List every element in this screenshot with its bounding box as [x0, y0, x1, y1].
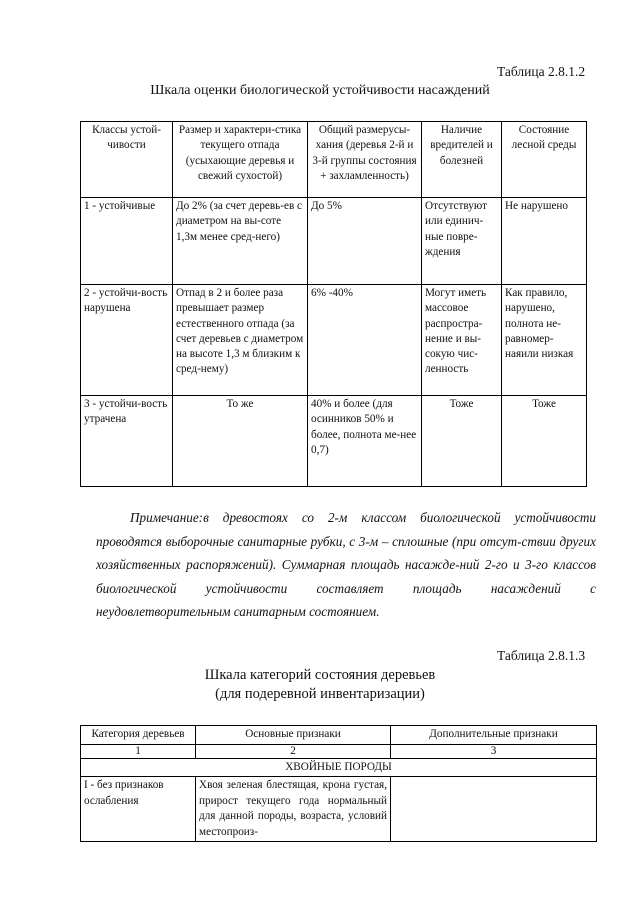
table-cell: I - без признаков ослабления: [81, 777, 196, 842]
table-cell: 40% и более (для осинников 50% и более, полнота ме-нее 0,7): [308, 396, 422, 487]
table-header-row: [81, 726, 597, 745]
table-row: [81, 285, 587, 396]
header-cell: Общий размерусы-хания (деревья 2-й и 3-й группы состояния + захламленность): [308, 122, 422, 198]
table2-title: Шкала категорий состояния деревьев: [204, 667, 436, 683]
table-cell: До 2% (за счет деревь-ев с диаметром на вы-соте 1,3м менее сред-него): [173, 198, 308, 285]
header-cell: Основные признаки: [196, 726, 391, 745]
column-number: 2: [196, 744, 391, 758]
table-cell: Тоже: [422, 396, 502, 487]
table2-subtitle: (для подеревной инвентаризации): [215, 686, 425, 702]
table-header-row: [81, 122, 587, 198]
tree-condition-table: [80, 725, 597, 842]
section-row: [81, 758, 597, 777]
table-cell: Отпад в 2 и более раза превышает размер естественного отпада (за счет деревьев с диаметром на высоте 1,3 м близким к сред-нему): [173, 285, 308, 396]
table-cell: Как правило, нарушено, полнота не-равномер-наяили низкая: [502, 285, 587, 396]
column-number: 3: [391, 744, 597, 758]
table-cell: Могут иметь массовое распростра-нение и вы-сокую чис-ленность: [422, 285, 502, 396]
table-row: [81, 777, 597, 842]
table-cell: 1 - устойчивые: [81, 198, 173, 285]
table-cell: Отсутствуют или единич-ные повре-ждения: [422, 198, 502, 285]
table1-title: Шкала оценки биологической устойчивости насаждений: [150, 83, 490, 98]
header-cell: Дополнительные признаки: [391, 726, 597, 745]
header-cell: Классы устой-чивости: [81, 122, 173, 198]
table-cell: Хвоя зеленая блестящая, крона густая, прирост текущего года нормальный для данной породы, возраста, условий местопроиз-: [196, 777, 391, 842]
table-cell: 6% -40%: [308, 285, 422, 396]
column-number-row: [81, 744, 597, 758]
table-row: [81, 396, 587, 487]
table-cell: 2 - устойчи-вость нарушена: [81, 285, 173, 396]
table-cell: Не нарушено: [502, 198, 587, 285]
section-header: ХВОЙНЫЕ ПОРОДЫ: [81, 758, 597, 777]
table-cell: Тоже: [502, 396, 587, 487]
table2-number: Таблица 2.8.1.3: [497, 648, 586, 663]
header-cell: Категория деревьев: [81, 726, 196, 745]
table1-number: Таблица 2.8.1.2: [497, 64, 586, 79]
table-row: [81, 198, 587, 285]
header-cell: Наличие вредителей и болезней: [422, 122, 502, 198]
table-cell: До 5%: [308, 198, 422, 285]
table-cell: То же: [173, 396, 308, 487]
biological-stability-table: [80, 121, 587, 487]
table-cell: 3 - устойчи-вость утрачена: [81, 396, 173, 487]
column-number: 1: [81, 744, 196, 758]
table-note: Примечание:в древостоях со 2-м классом биологической устойчивости проводятся выборочные санитарные рубки, с 3-м – сплошные (при отсут-ствии других хозяйственных распоряжений). Суммарная площадь насажде-ний 2-го и 3-го классов биологической устойчивости составляет площадь насаждений с неудовлетворительным санитарным состоянием.: [96, 510, 596, 620]
header-cell: Размер и характери-стика текущего отпада (усыхающие деревья и свежий сухостой): [173, 122, 308, 198]
header-cell: Состояние лесной среды: [502, 122, 587, 198]
table-cell: [391, 777, 597, 842]
